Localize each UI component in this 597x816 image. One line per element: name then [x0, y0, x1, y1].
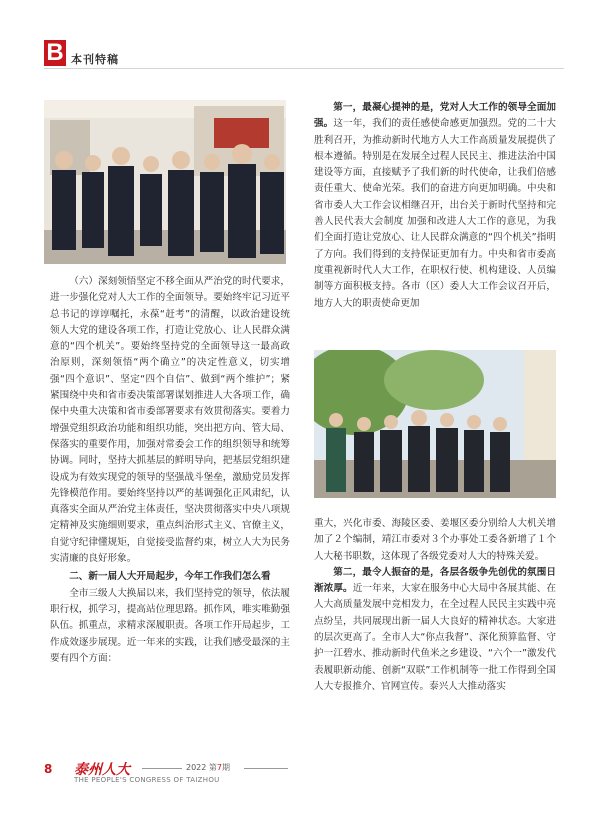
first-point-body: 这一年，我们的责任感使命感更加强烈。党的二十大胜利召开，为推动新时代地方人大工作高质量发展提供了根本遵循。特别是在发展全过程人民民主、推进法治中国建设等方面，直接赋予了我们新的时代使命，让我们倍感责任重大、使命光荣。我们的奋进方向更加明确。中央和省市委人大工作会议相继召开，出台关于新时代坚持和完善人民代表大会制度 加强和改进人大工作的意见，为我们全面打造让党放心、让人民群众满意的“四个机关”指明了方向。我们得到的支持保证更加有力。中央和省市委高度重视新时代人大工作，在职权行使、机构建设、人员编制等方面积极支持。各市（区）委人大工作会议召开后，地方人大的职责使命更加	[314, 118, 557, 309]
paragraph-second-point	[314, 565, 556, 695]
issue-number: 7	[216, 763, 222, 772]
issue-suffix: 期	[222, 763, 230, 772]
first-point-lead: 第一，最凝心提神的是，党对人大工作的领导全面加强。	[314, 102, 556, 130]
issue-year: 2022 第	[186, 763, 217, 772]
photo-park-visit-image	[314, 350, 556, 498]
paragraph-section-six: （六）深刻领悟坚定不移全面从严治党的时代要求，进一步强化党对人大工作的全面领导。要始终牢记习近平总书记的谆谆嘱托，永葆“赶考”的清醒，以政治建设统领人大党的建设各项工作，打造让党放心、让人民群众满意的“四个机关”。要始终坚持党的全面领导这一最高政治原则，深刻领悟“两个确立”的决定性意义，切实增强“四个意识”、坚定“四个自信”、做到“两个维护”；紧紧围绕中央和省市委决策部署谋划推进人大各项工作，确保中央重大决策和省市委部署要求有效贯彻落实。要着力增强党组织政治功能和组织功能，突出把方向、管大局、保落实的重要作用，加强对常委会工作的组织领导和统筹协调。同时，坚持大抓基层的鲜明导向，把基层党组织建设成为有效实现党的领导的坚强战斗堡垒，激励党员发挥先锋模范作用。要始终坚持以严的基调强化正风肃纪，认真落实全面从严治党主体责任，坚决贯彻落实中央八项规定精神及实施细则要求，重点纠治形式主义、官僚主义，自觉守纪律懂规矩，自觉接受监督约束，树立人大为民务实清廉的良好形象。	[50, 276, 290, 565]
left-column	[50, 274, 290, 667]
section-badge: B	[44, 40, 66, 66]
paragraph-first-point-continued: 重大，兴化市委、海陵区委、姜堰区委分别给人大机关增加了２个编制，靖江市委对３个办事处工委各新增了１个人大秘书职数，这体现了各级党委对人大的特殊关爱。	[314, 518, 556, 562]
page-footer	[44, 762, 564, 786]
second-point-lead: 第二，最令人振奋的是，各层各级争先创优的氛围日渐浓厚。	[314, 566, 556, 595]
section-title: 本刊特稿	[71, 53, 119, 66]
page-number: 8	[44, 762, 53, 776]
photo-exhibition-visit	[44, 100, 286, 264]
issue-label	[186, 762, 230, 773]
photo-exhibition-visit-image	[44, 100, 286, 264]
magazine-logo: 泰州人大	[74, 762, 130, 778]
footer-rule-right	[244, 768, 288, 769]
right-column-bottom	[314, 516, 556, 695]
photo-park-visit	[314, 350, 556, 498]
header-divider	[44, 68, 564, 69]
paragraph-first-point	[314, 100, 556, 312]
paragraph-part-two-intro: 全市三级人大换届以来，我们坚持党的领导，依法履职行权，抓学习，提高站位理思路。抓作风，唯实唯勤强队伍。抓重点，求精求深履职责。各项工作开局起步，工作成效逐步展现。近一年来的实践，让我们感受最深的主要有四个方面：	[50, 587, 290, 664]
footer-rule-left	[142, 768, 182, 769]
second-point-body: 近一年来，大家在服务中心大局中各展其能、在人大高质量发展中竞相发力，在全过程人民民主实践中亮点纷呈，共同展现出新一届人大良好的精神状态。大家进的层次更高了。全市人大“你点我督”、深化预算监督、守护一江碧水、推动新时代鱼米之乡建设、“六个一”激发代表履职新动能、创新“双联”工作机制等一批工作得到全国人大专报推介、官网宣传。泰兴人大推动落实	[314, 583, 556, 692]
page-header	[44, 40, 564, 70]
magazine-english-name: THE PEOPLE'S CONGRESS OF TAIZHOU	[74, 776, 220, 784]
right-column-top	[314, 100, 556, 312]
heading-part-two: 二、新一届人大开局起步，今年工作我们怎么看	[69, 571, 271, 583]
